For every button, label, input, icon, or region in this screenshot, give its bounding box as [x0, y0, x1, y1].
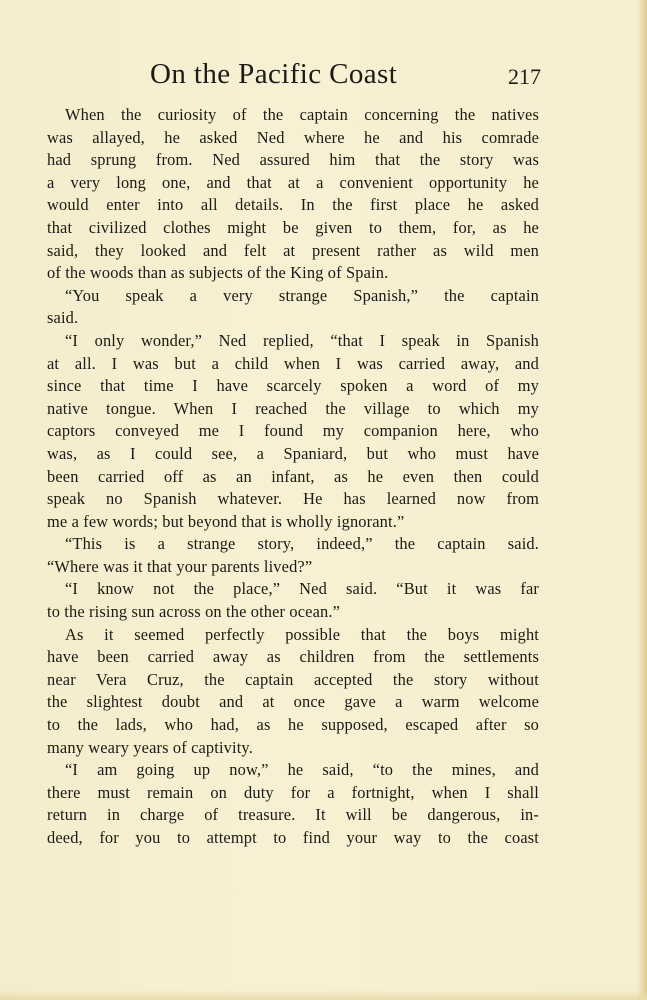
text-line: since that time I have scarcely spoken a word of my [47, 376, 539, 396]
text-line: would enter into all details. In the first place he asked [47, 195, 539, 215]
text-line: to the lads, who had, as he supposed, escaped after so [47, 715, 539, 735]
text-line: “I only wonder,” Ned replied, “that I speak in Spanish [65, 330, 539, 350]
text-line: had sprung from. Ned assured him that the story was [47, 150, 539, 170]
text-line: me a few words; but beyond that is wholly ignorant.” [47, 511, 405, 531]
text-line: said. [47, 308, 79, 328]
text-line: there must remain on duty for a fortnight, when I shall [47, 782, 539, 802]
text-line: been carried off as an infant, as he even then could [47, 466, 539, 486]
text-line: “This is a strange story, indeed,” the captain said. [65, 534, 539, 554]
text-line: As it seemed perfectly possible that the boys might [65, 624, 539, 644]
text-line: deed, for you to attempt to find your way to the coast [47, 828, 539, 847]
text-line: at all. I was but a child when I was carried away, and [47, 353, 539, 373]
page-edge-right [637, 0, 647, 1000]
body-text [47, 104, 539, 850]
text-line: return in charge of treasure. It will be dangerous, in- [47, 805, 539, 825]
page-number: 217 [508, 64, 541, 89]
text-line: a very long one, and that at a convenient opportunity he [47, 172, 539, 192]
text-line: near Vera Cruz, the captain accepted the story without [47, 669, 539, 689]
text-line: “I am going up now,” he said, “to the mines, and [65, 760, 539, 780]
text-line: captors conveyed me I found my companion here, who [47, 421, 539, 441]
text-line: speak no Spanish whatever. He has learned now from [47, 489, 539, 509]
running-title: On the Pacific Coast [150, 58, 398, 90]
text-line: many weary years of captivity. [47, 737, 253, 757]
text-line: was, as I could see, a Spaniard, but who must have [47, 443, 539, 463]
text-line: was allayed, he asked Ned where he and his comrade [47, 127, 539, 147]
text-line: “Where was it that your parents lived?” [47, 556, 313, 576]
text-line: said, they looked and felt at present rather as wild men [47, 240, 539, 260]
text-line: When the curiosity of the captain concerning the natives [65, 105, 539, 124]
text-line: to the rising sun across on the other ocean.” [47, 602, 341, 622]
text-line: that civilized clothes might be given to them, for, as he [47, 217, 539, 237]
page-header [0, 58, 647, 94]
text-line: “I know not the place,” Ned said. “But it was far [65, 579, 539, 599]
page-edge-bottom [0, 990, 647, 1000]
text-line: have been carried away as children from the settlements [47, 647, 539, 667]
text-line: the slightest doubt and at once gave a warm welcome [47, 692, 539, 712]
text-line: “You speak a very strange Spanish,” the captain [65, 285, 539, 305]
text-line: native tongue. When I reached the village to which my [47, 398, 539, 418]
text-line: of the woods than as subjects of the King of Spain. [47, 263, 389, 283]
